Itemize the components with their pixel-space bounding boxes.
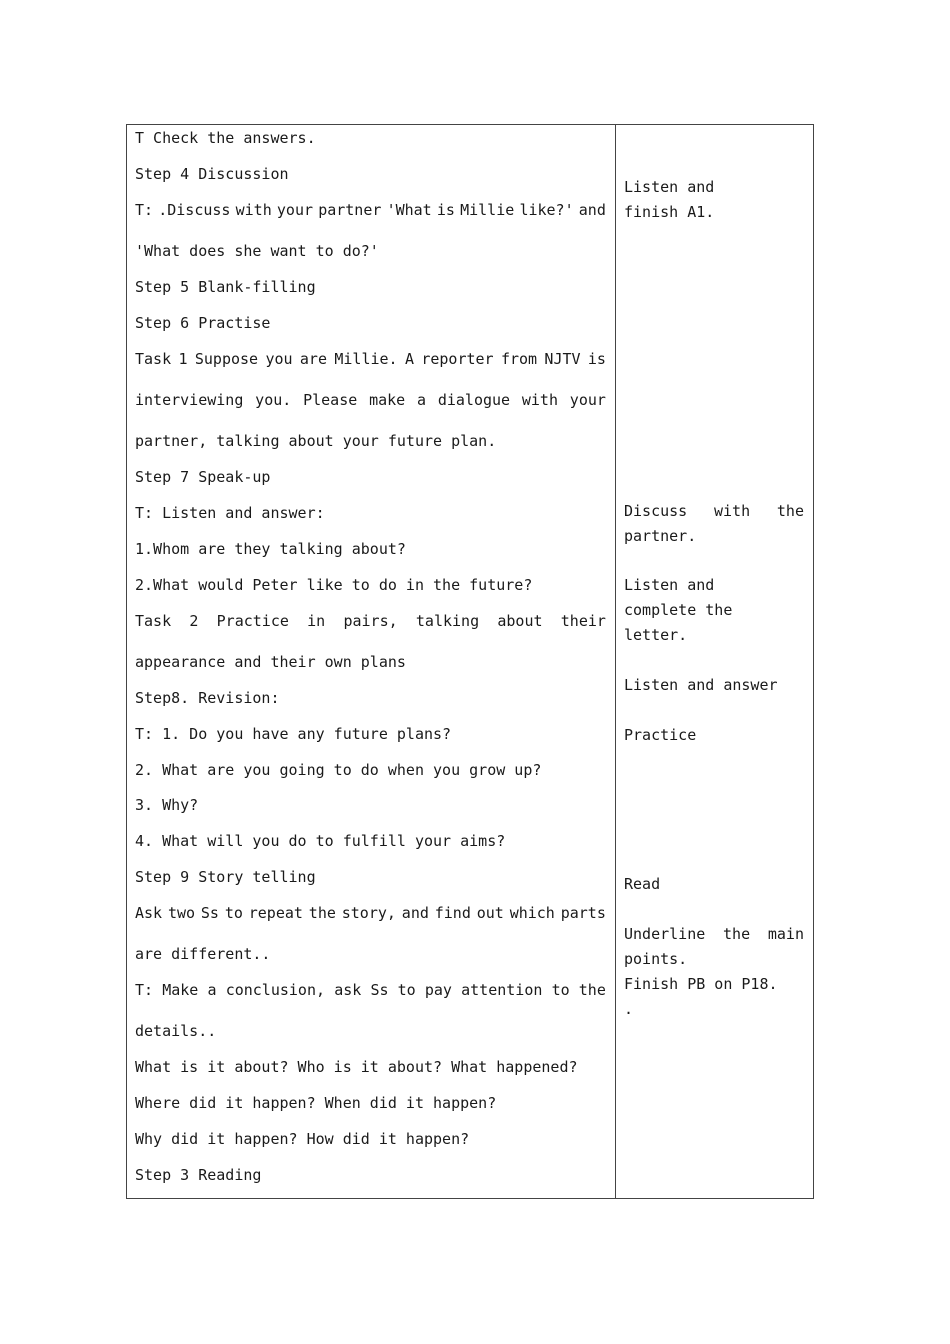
line-details: details.. (135, 1022, 217, 1040)
line-step4: Step 4 Discussion (135, 165, 289, 183)
line-finish-pb: Finish PB on P18. (624, 975, 778, 993)
line-listen-answer-right: Listen and answer (624, 676, 778, 694)
teacher-activities-cell (127, 125, 615, 1198)
line-rev2: 2. What are you going to do when you grow up? (135, 761, 542, 779)
line-task1: Task 1 Suppose you are Millie. A reporter from NJTV is (135, 350, 606, 368)
line-q1: 1.Whom are they talking about? (135, 540, 406, 558)
line-points: points. (624, 950, 688, 968)
line-listen-answer: T: Listen and answer: (135, 504, 325, 522)
line-partner: partner. (624, 527, 697, 545)
line-discuss-with: Discuss with the (624, 502, 804, 520)
line-where-when: Where did it happen? When did it happen? (135, 1094, 497, 1112)
line-different: are different.. (135, 945, 271, 963)
line-appearance: appearance and their own plans (135, 653, 406, 671)
line-step5: Step 5 Blank-filling (135, 278, 316, 296)
line-interviewing: interviewing you. Please make a dialogue with your (135, 391, 606, 409)
line-step8: Step8. Revision: (135, 689, 280, 707)
line-step6: Step 6 Practise (135, 314, 271, 332)
line-discuss: T: .Discuss with your partner 'What is Millie like?' and (135, 201, 606, 219)
line-practice: Practice (624, 726, 697, 744)
line-read: Read (624, 875, 661, 893)
line-listen-and: Listen and (624, 178, 715, 196)
line-step9: Step 9 Story telling (135, 868, 316, 886)
line-underline: Underline the main (624, 925, 804, 943)
line-complete-the: complete the (624, 601, 733, 619)
student-activities-cell (616, 125, 813, 1198)
line-q2: 2.What would Peter like to do in the future? (135, 576, 533, 594)
line-finish-a1: finish A1. (624, 203, 715, 221)
line-dot: . (624, 1000, 634, 1018)
lesson-plan-table (126, 124, 814, 1199)
line-want-to-do: 'What does she want to do?' (135, 242, 379, 260)
line-partner-plan: partner, talking about your future plan. (135, 432, 497, 450)
line-listen-and-2: Listen and (624, 576, 715, 594)
line-what-who: What is it about? Who is it about? What happened? (135, 1058, 578, 1076)
line-check-answers: T Check the answers. (135, 129, 316, 147)
line-rev1: T: 1. Do you have any future plans? (135, 725, 452, 743)
line-step7: Step 7 Speak-up (135, 468, 271, 486)
line-ask-ss: Ask two Ss to repeat the story, and find out which parts (135, 904, 606, 922)
line-conclusion: T: Make a conclusion, ask Ss to pay attention to the (135, 981, 606, 999)
line-why-how: Why did it happen? How did it happen? (135, 1130, 470, 1148)
line-rev4: 4. What will you do to fulfill your aims? (135, 832, 506, 850)
line-task2: Task 2 Practice in pairs, talking about their (135, 612, 606, 630)
line-rev3: 3. Why? (135, 796, 199, 814)
line-step3: Step 3 Reading (135, 1166, 262, 1184)
line-letter: letter. (624, 626, 688, 644)
